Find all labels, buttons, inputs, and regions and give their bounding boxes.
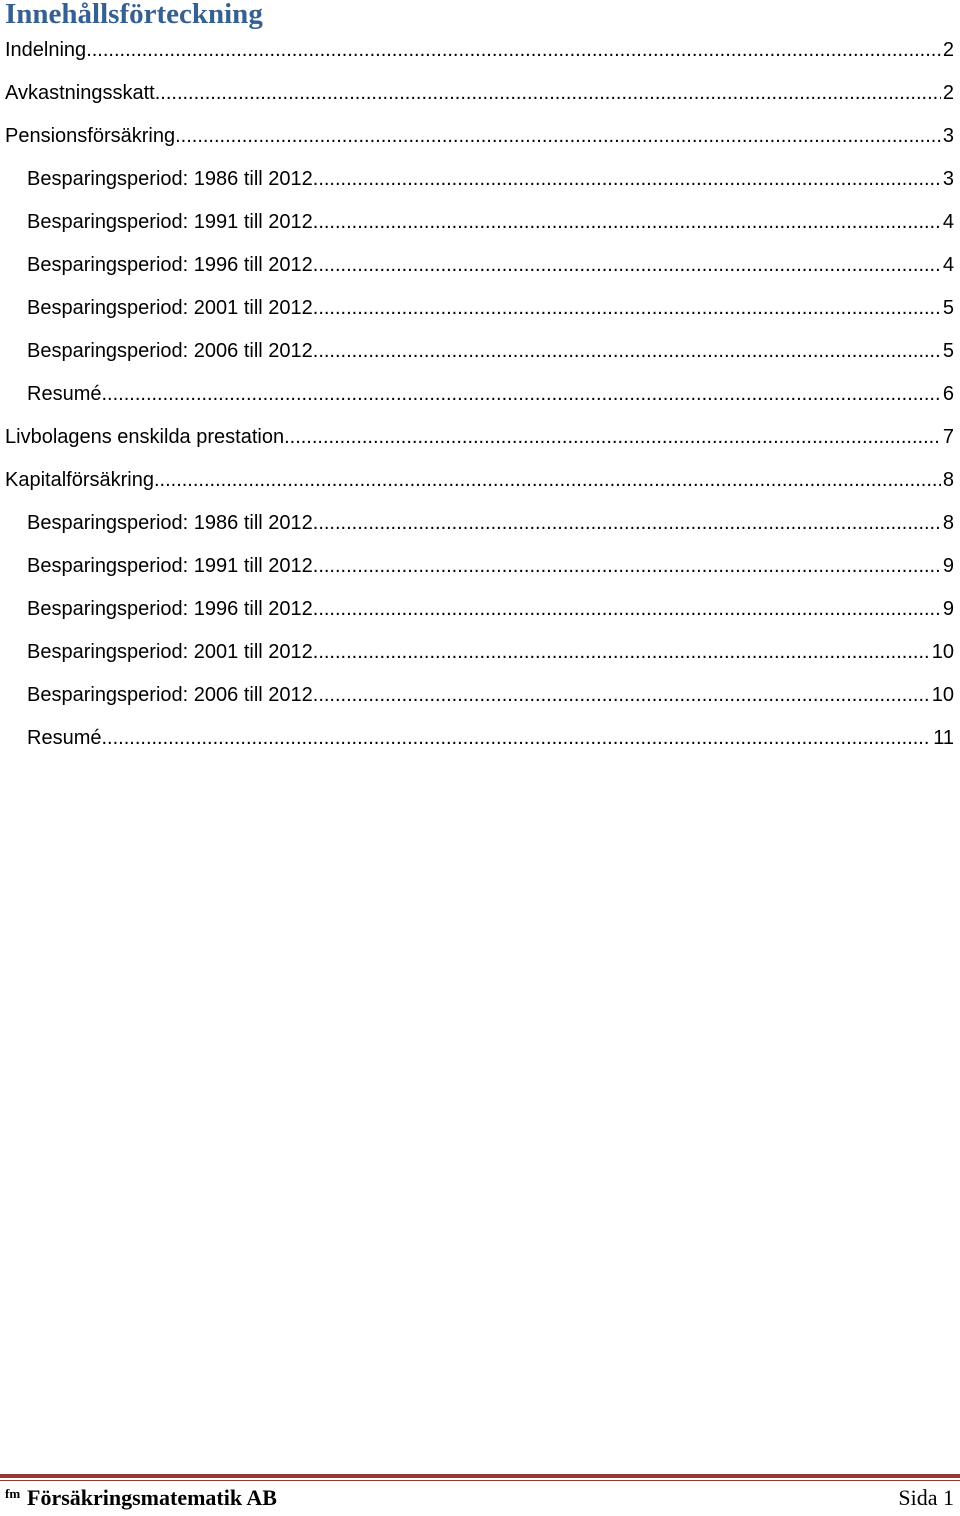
toc-entry-page: 10 bbox=[931, 641, 954, 663]
company-name: Försäkringsmatematik AB bbox=[27, 1485, 277, 1510]
toc-entry-page: 3 bbox=[942, 125, 954, 147]
toc-dot-leader bbox=[313, 252, 941, 278]
toc-entry-label: Pensionsförsäkring bbox=[5, 125, 176, 147]
toc-dot-leader bbox=[154, 467, 941, 493]
toc-entry-label: Resumé bbox=[27, 727, 102, 749]
toc-entry-label: Besparingsperiod: 1991 till 2012 bbox=[27, 211, 313, 233]
toc-entry-page: 4 bbox=[942, 211, 954, 233]
footer-divider-thin bbox=[0, 1480, 960, 1481]
toc-dot-leader bbox=[313, 295, 941, 321]
toc-entry-pension-2006[interactable] bbox=[0, 331, 960, 374]
toc-entry-label: Besparingsperiod: 2001 till 2012 bbox=[27, 641, 313, 663]
toc-dot-leader bbox=[313, 639, 930, 665]
toc-entry-label: Indelning bbox=[5, 39, 87, 61]
toc-entry-label: Avkastningsskatt bbox=[5, 82, 155, 104]
toc-dot-leader bbox=[313, 209, 941, 235]
page-number: Sida 1 bbox=[898, 1485, 954, 1510]
toc-dot-leader bbox=[175, 123, 941, 149]
toc-entry-pensionsforsakring[interactable] bbox=[0, 116, 960, 159]
toc-entry-page: 2 bbox=[942, 82, 954, 104]
toc-entry-pension-resume[interactable] bbox=[0, 374, 960, 417]
toc-entry-page: 11 bbox=[933, 727, 954, 749]
toc-entry-label: Besparingsperiod: 1991 till 2012 bbox=[27, 555, 313, 577]
toc-entry-label: Resumé bbox=[27, 383, 102, 405]
toc-entry-label: Besparingsperiod: 1996 till 2012 bbox=[27, 254, 313, 276]
company-logo-mark: fm bbox=[5, 1486, 21, 1501]
toc-entry-page: 5 bbox=[942, 340, 954, 362]
toc-dot-leader bbox=[86, 37, 941, 63]
toc-entry-label: Besparingsperiod: 1986 till 2012 bbox=[27, 512, 313, 534]
toc-entry-kapital-2006[interactable] bbox=[0, 675, 960, 718]
toc-entry-page: 10 bbox=[931, 684, 954, 706]
toc-list bbox=[0, 30, 960, 761]
toc-entry-page: 5 bbox=[942, 297, 954, 319]
toc-entry-page: 3 bbox=[942, 168, 954, 190]
toc-entry-kapitalforsakring[interactable] bbox=[0, 460, 960, 503]
toc-entry-page: 8 bbox=[942, 512, 954, 534]
toc-title: Innehållsförteckning bbox=[5, 0, 263, 30]
toc-entry-pension-1986[interactable] bbox=[0, 159, 960, 202]
toc-entry-label: Besparingsperiod: 2006 till 2012 bbox=[27, 340, 313, 362]
toc-entry-page: 2 bbox=[942, 39, 954, 61]
toc-entry-page: 7 bbox=[942, 426, 954, 448]
toc-entry-avkastningsskatt[interactable] bbox=[0, 73, 960, 116]
toc-entry-kapital-1986[interactable] bbox=[0, 503, 960, 546]
toc-dot-leader bbox=[313, 553, 941, 579]
page-footer bbox=[0, 1484, 960, 1514]
toc-dot-leader bbox=[284, 424, 941, 450]
toc-dot-leader bbox=[313, 166, 941, 192]
toc-entry-kapital-1991[interactable] bbox=[0, 546, 960, 589]
toc-entry-pension-1996[interactable] bbox=[0, 245, 960, 288]
toc-dot-leader bbox=[313, 596, 941, 622]
toc-entry-kapital-2001[interactable] bbox=[0, 632, 960, 675]
toc-entry-label: Livbolagens enskilda prestation bbox=[5, 426, 285, 448]
toc-entry-page: 8 bbox=[942, 469, 954, 491]
toc-entry-label: Besparingsperiod: 1996 till 2012 bbox=[27, 598, 313, 620]
toc-dot-leader bbox=[101, 381, 940, 407]
toc-entry-kapital-1996[interactable] bbox=[0, 589, 960, 632]
toc-entry-page: 9 bbox=[942, 598, 954, 620]
toc-entry-label: Besparingsperiod: 1986 till 2012 bbox=[27, 168, 313, 190]
toc-entry-livbolagens-prestation[interactable] bbox=[0, 417, 960, 460]
toc-dot-leader bbox=[101, 725, 931, 751]
toc-entry-label: Kapitalförsäkring bbox=[5, 469, 154, 491]
toc-dot-leader bbox=[313, 682, 930, 708]
toc-entry-page: 4 bbox=[942, 254, 954, 276]
toc-entry-kapital-resume[interactable] bbox=[0, 718, 960, 761]
toc-entry-indelning[interactable] bbox=[0, 30, 960, 73]
toc-entry-page: 9 bbox=[942, 555, 954, 577]
toc-entry-pension-2001[interactable] bbox=[0, 288, 960, 331]
toc-dot-leader bbox=[155, 80, 941, 106]
footer-divider-thick bbox=[0, 1474, 960, 1478]
toc-entry-pension-1991[interactable] bbox=[0, 202, 960, 245]
toc-entry-label: Besparingsperiod: 2001 till 2012 bbox=[27, 297, 313, 319]
toc-dot-leader bbox=[313, 338, 941, 364]
toc-entry-label: Besparingsperiod: 2006 till 2012 bbox=[27, 684, 313, 706]
toc-dot-leader bbox=[313, 510, 941, 536]
toc-entry-page: 6 bbox=[942, 383, 954, 405]
